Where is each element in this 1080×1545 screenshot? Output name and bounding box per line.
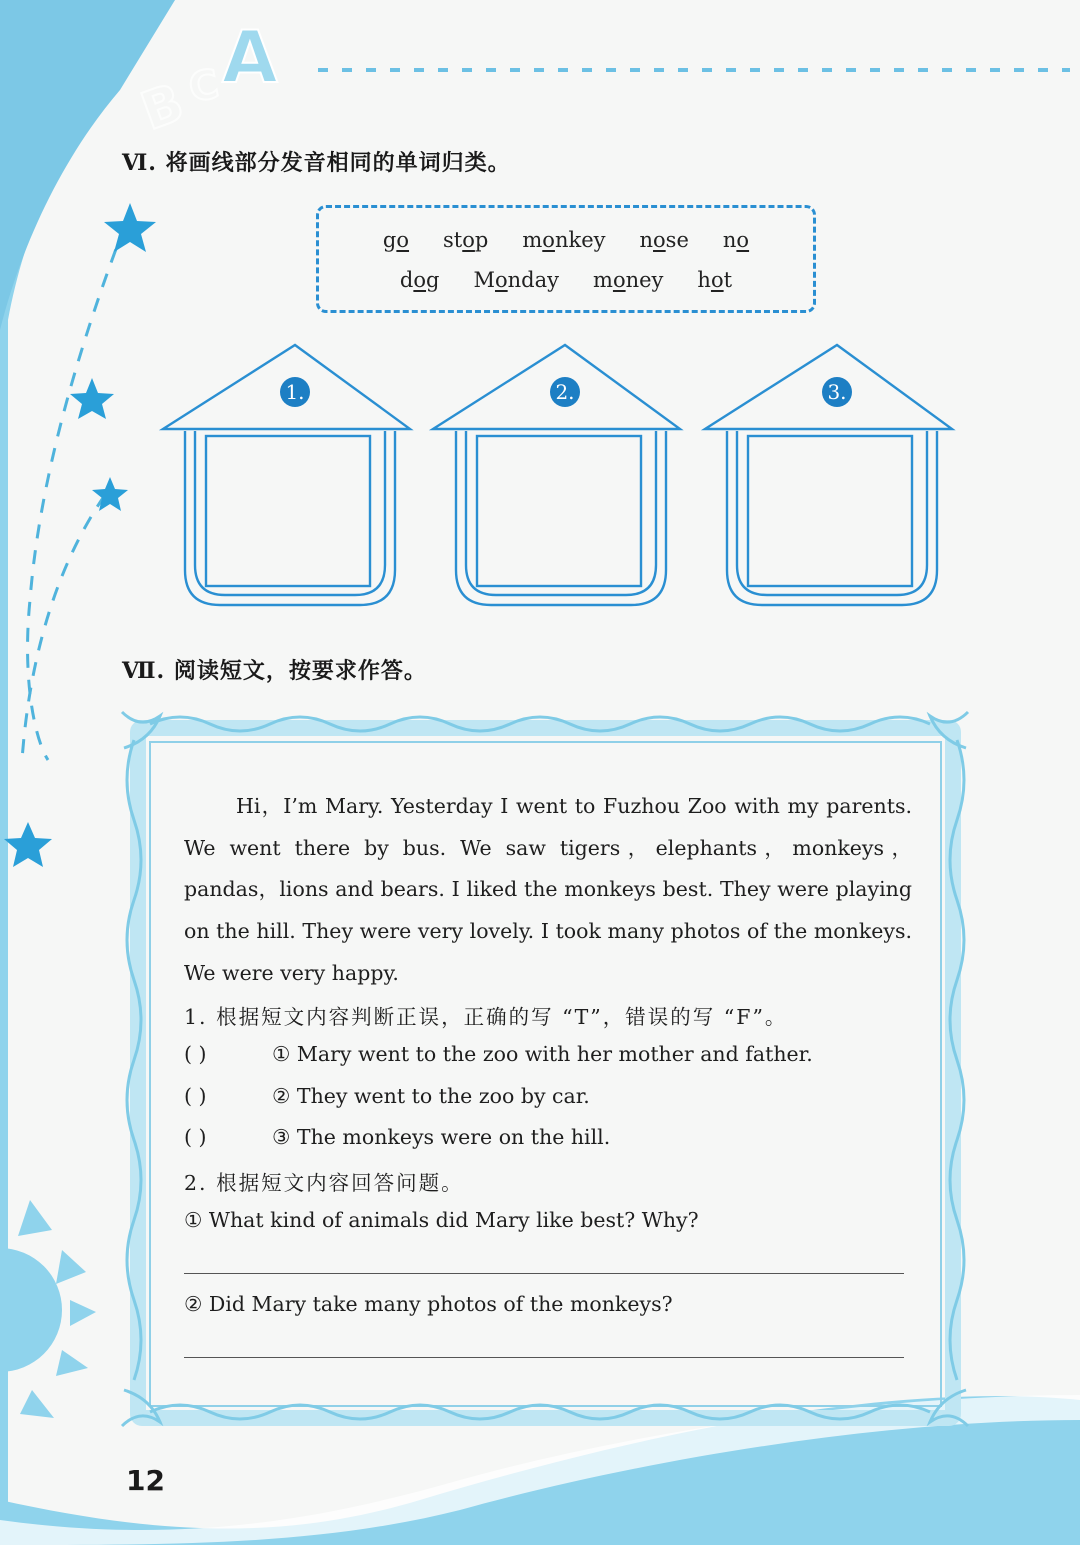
star-icon — [104, 203, 156, 252]
word-item: stop — [443, 228, 489, 252]
section-6-title — [122, 146, 511, 177]
part-1-title: 1. 根据短文内容判断正误，正确的写 “T”，错误的写 “F”。 — [184, 1005, 788, 1029]
word-item: money — [593, 268, 664, 292]
underlined-letter: o — [396, 228, 410, 252]
section-6-instruction: 将画线部分发音相同的单词归类。 — [165, 151, 511, 176]
tf-item-3 — [184, 1125, 610, 1149]
section-7-title — [122, 654, 427, 685]
section-6-number: Ⅵ. — [122, 150, 157, 176]
underlined-letter: o — [462, 228, 475, 252]
tf-statement: ② They went to the zoo by car. — [272, 1084, 590, 1108]
house-number-2: 2. — [550, 377, 580, 407]
word-item: go — [382, 228, 410, 252]
tf-statement: ③ The monkeys were on the hill. — [272, 1125, 611, 1149]
house-number-3: 3. — [822, 377, 852, 407]
answer-blank[interactable]: ( ) — [184, 1042, 207, 1066]
underlined-letter: o — [542, 228, 555, 252]
word-item: Monday — [473, 268, 560, 292]
underlined-letter: o — [710, 268, 724, 292]
tf-statement: ① Mary went to the zoo with her mother and father. — [272, 1042, 813, 1066]
page-number: 12 — [126, 1464, 165, 1497]
header-letter: B — [133, 72, 192, 143]
section-7-instruction: 阅读短文，按要求作答。 — [173, 659, 427, 684]
word-row-2 — [319, 268, 813, 292]
answer-line-2[interactable] — [184, 1357, 904, 1358]
underlined-letter: o — [653, 228, 666, 252]
tf-item-1 — [184, 1042, 813, 1066]
word-item: hot — [697, 268, 733, 292]
word-item: dog — [399, 268, 440, 292]
tf-item-2 — [184, 1084, 590, 1108]
answer-blank[interactable]: ( ) — [184, 1084, 207, 1108]
star-icon — [70, 378, 114, 419]
house-number-1: 1. — [280, 377, 310, 407]
word-row-1 — [319, 228, 813, 252]
word-item: monkey — [522, 228, 606, 252]
underlined-letter: o — [612, 268, 626, 292]
header-letter: C — [185, 61, 223, 112]
underlined-letter: o — [413, 268, 427, 292]
passage-text: Hi，I’m Mary. Yesterday I went to Fuzhou Zoo with my parents. We went there by bus. We saw tigers，elephants，monkeys，pandas，lions and bears. I liked the monkeys best. They were playing on the hill. They were very lovely. I took many photos of the monkeys. We were very happy. — [184, 794, 912, 985]
part-2-title: 2. 根据短文内容回答问题。 — [184, 1171, 464, 1195]
answer-line-1[interactable] — [184, 1273, 904, 1274]
underlined-letter: o — [495, 268, 508, 292]
word-box — [316, 205, 816, 313]
star-icon — [4, 822, 52, 867]
underlined-letter: o — [736, 228, 750, 252]
reading-passage — [184, 786, 912, 995]
word-item: no — [722, 228, 750, 252]
question-2: ② Did Mary take many photos of the monkeys? — [184, 1292, 673, 1316]
word-item: nose — [639, 228, 689, 252]
header-letter: A — [222, 15, 278, 99]
answer-blank[interactable]: ( ) — [184, 1125, 207, 1149]
sun-icon — [0, 1200, 96, 1418]
question-1: ① What kind of animals did Mary like best? Why? — [184, 1208, 699, 1232]
section-7-number: Ⅶ. — [122, 658, 166, 684]
